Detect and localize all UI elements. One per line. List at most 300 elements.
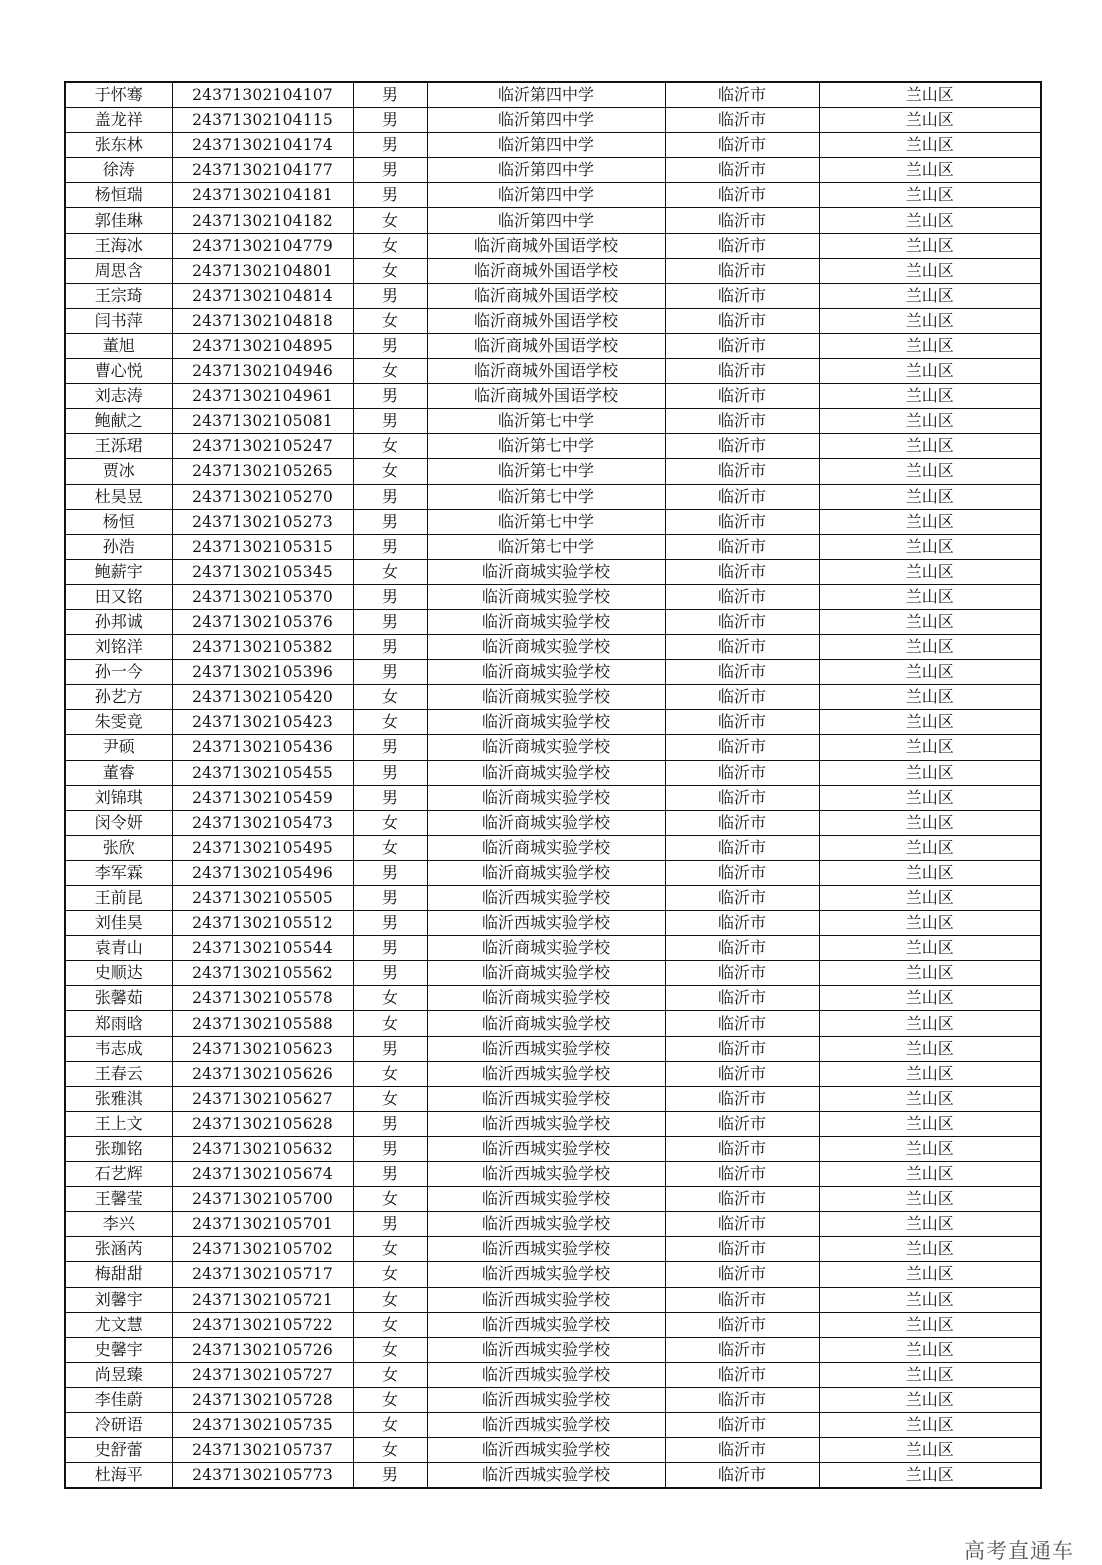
table-row xyxy=(65,283,1041,308)
exam-id-cell: 24371302105382 xyxy=(172,635,353,660)
gender-cell: 男 xyxy=(353,961,427,986)
city-cell: 临沂市 xyxy=(665,760,819,785)
exam-id-cell: 24371302105737 xyxy=(172,1438,353,1463)
exam-id-cell: 24371302105455 xyxy=(172,760,353,785)
exam-id-cell: 24371302105345 xyxy=(172,559,353,584)
gender-cell: 男 xyxy=(353,133,427,158)
exam-id-cell: 24371302104779 xyxy=(172,233,353,258)
city-cell: 临沂市 xyxy=(665,108,819,133)
school-cell: 临沂第七中学 xyxy=(427,434,665,459)
exam-id-cell: 24371302105459 xyxy=(172,785,353,810)
student-name-cell: 韦志成 xyxy=(65,1036,172,1061)
city-cell: 临沂市 xyxy=(665,860,819,885)
gender-cell: 男 xyxy=(353,936,427,961)
student-name-cell: 张雅淇 xyxy=(65,1086,172,1111)
gender-cell: 男 xyxy=(353,82,427,108)
student-name-cell: 史舒蕾 xyxy=(65,1438,172,1463)
exam-id-cell: 24371302105396 xyxy=(172,660,353,685)
city-cell: 临沂市 xyxy=(665,735,819,760)
student-name-cell: 张东林 xyxy=(65,133,172,158)
city-cell: 临沂市 xyxy=(665,635,819,660)
district-cell: 兰山区 xyxy=(819,911,1041,936)
district-cell: 兰山区 xyxy=(819,133,1041,158)
exam-id-cell: 24371302105717 xyxy=(172,1262,353,1287)
student-name-cell: 尚昱臻 xyxy=(65,1362,172,1387)
gender-cell: 男 xyxy=(353,333,427,358)
district-cell: 兰山区 xyxy=(819,183,1041,208)
student-name-cell: 石艺辉 xyxy=(65,1162,172,1187)
exam-id-cell: 24371302104818 xyxy=(172,308,353,333)
student-name-cell: 于怀骞 xyxy=(65,82,172,108)
district-cell: 兰山区 xyxy=(819,760,1041,785)
city-cell: 临沂市 xyxy=(665,133,819,158)
student-name-cell: 董旭 xyxy=(65,333,172,358)
city-cell: 临沂市 xyxy=(665,484,819,509)
exam-id-cell: 24371302104177 xyxy=(172,158,353,183)
gender-cell: 女 xyxy=(353,710,427,735)
student-name-cell: 郑雨晗 xyxy=(65,1011,172,1036)
school-cell: 临沂西城实验学校 xyxy=(427,911,665,936)
district-cell: 兰山区 xyxy=(819,1387,1041,1412)
table-row xyxy=(65,559,1041,584)
gender-cell: 女 xyxy=(353,459,427,484)
gender-cell: 男 xyxy=(353,484,427,509)
gender-cell: 女 xyxy=(353,986,427,1011)
table-row xyxy=(65,911,1041,936)
exam-id-cell: 24371302105627 xyxy=(172,1086,353,1111)
school-cell: 临沂西城实验学校 xyxy=(427,1387,665,1412)
district-cell: 兰山区 xyxy=(819,860,1041,885)
gender-cell: 男 xyxy=(353,283,427,308)
gender-cell: 男 xyxy=(353,584,427,609)
gender-cell: 男 xyxy=(353,886,427,911)
exam-id-cell: 24371302105721 xyxy=(172,1287,353,1312)
gender-cell: 男 xyxy=(353,1162,427,1187)
table-row xyxy=(65,1136,1041,1161)
school-cell: 临沂第七中学 xyxy=(427,459,665,484)
student-name-cell: 尤文慧 xyxy=(65,1312,172,1337)
exam-id-cell: 24371302105270 xyxy=(172,484,353,509)
gender-cell: 女 xyxy=(353,1362,427,1387)
table-row xyxy=(65,183,1041,208)
student-name-cell: 张涵芮 xyxy=(65,1237,172,1262)
gender-cell: 女 xyxy=(353,1237,427,1262)
table-row xyxy=(65,886,1041,911)
city-cell: 临沂市 xyxy=(665,409,819,434)
table-row xyxy=(65,1086,1041,1111)
school-cell: 临沂商城实验学校 xyxy=(427,660,665,685)
city-cell: 临沂市 xyxy=(665,810,819,835)
city-cell: 临沂市 xyxy=(665,208,819,233)
city-cell: 临沂市 xyxy=(665,1136,819,1161)
table-row xyxy=(65,860,1041,885)
table-row xyxy=(65,1011,1041,1036)
exam-id-cell: 24371302105727 xyxy=(172,1362,353,1387)
school-cell: 临沂西城实验学校 xyxy=(427,1136,665,1161)
exam-id-cell: 24371302105420 xyxy=(172,685,353,710)
school-cell: 临沂商城实验学校 xyxy=(427,961,665,986)
school-cell: 临沂商城外国语学校 xyxy=(427,359,665,384)
student-name-cell: 王春云 xyxy=(65,1061,172,1086)
student-name-cell: 董睿 xyxy=(65,760,172,785)
table-row xyxy=(65,484,1041,509)
school-cell: 临沂商城实验学校 xyxy=(427,735,665,760)
city-cell: 临沂市 xyxy=(665,258,819,283)
city-cell: 临沂市 xyxy=(665,1362,819,1387)
district-cell: 兰山区 xyxy=(819,283,1041,308)
gender-cell: 女 xyxy=(353,1387,427,1412)
exam-id-cell: 24371302105505 xyxy=(172,886,353,911)
district-cell: 兰山区 xyxy=(819,1187,1041,1212)
gender-cell: 女 xyxy=(353,835,427,860)
school-cell: 临沂商城实验学校 xyxy=(427,936,665,961)
student-name-cell: 刘佳昊 xyxy=(65,911,172,936)
student-name-cell: 王泺珺 xyxy=(65,434,172,459)
table-row xyxy=(65,534,1041,559)
table-row xyxy=(65,710,1041,735)
exam-id-cell: 24371302105273 xyxy=(172,509,353,534)
city-cell: 临沂市 xyxy=(665,233,819,258)
district-cell: 兰山区 xyxy=(819,735,1041,760)
district-cell: 兰山区 xyxy=(819,986,1041,1011)
exam-id-cell: 24371302104814 xyxy=(172,283,353,308)
school-cell: 临沂商城外国语学校 xyxy=(427,333,665,358)
table-row xyxy=(65,1337,1041,1362)
exam-id-cell: 24371302105773 xyxy=(172,1463,353,1489)
table-row xyxy=(65,1362,1041,1387)
city-cell: 临沂市 xyxy=(665,283,819,308)
city-cell: 临沂市 xyxy=(665,434,819,459)
student-name-cell: 鲍薪宇 xyxy=(65,559,172,584)
city-cell: 临沂市 xyxy=(665,333,819,358)
student-name-cell: 李佳蔚 xyxy=(65,1387,172,1412)
city-cell: 临沂市 xyxy=(665,609,819,634)
district-cell: 兰山区 xyxy=(819,785,1041,810)
gender-cell: 女 xyxy=(353,434,427,459)
city-cell: 临沂市 xyxy=(665,835,819,860)
school-cell: 临沂西城实验学校 xyxy=(427,1438,665,1463)
district-cell: 兰山区 xyxy=(819,484,1041,509)
school-cell: 临沂商城外国语学校 xyxy=(427,308,665,333)
student-name-cell: 梅甜甜 xyxy=(65,1262,172,1287)
city-cell: 临沂市 xyxy=(665,584,819,609)
district-cell: 兰山区 xyxy=(819,384,1041,409)
school-cell: 临沂商城实验学校 xyxy=(427,685,665,710)
school-cell: 临沂商城实验学校 xyxy=(427,860,665,885)
district-cell: 兰山区 xyxy=(819,459,1041,484)
school-cell: 临沂商城实验学校 xyxy=(427,559,665,584)
school-cell: 临沂西城实验学校 xyxy=(427,1036,665,1061)
exam-id-cell: 24371302104115 xyxy=(172,108,353,133)
city-cell: 临沂市 xyxy=(665,710,819,735)
student-name-cell: 孙一今 xyxy=(65,660,172,685)
student-name-cell: 史馨宇 xyxy=(65,1337,172,1362)
school-cell: 临沂西城实验学校 xyxy=(427,1187,665,1212)
school-cell: 临沂商城外国语学校 xyxy=(427,384,665,409)
exam-id-cell: 24371302105628 xyxy=(172,1111,353,1136)
city-cell: 临沂市 xyxy=(665,1412,819,1437)
school-cell: 临沂第四中学 xyxy=(427,183,665,208)
district-cell: 兰山区 xyxy=(819,660,1041,685)
gender-cell: 男 xyxy=(353,760,427,785)
school-cell: 临沂商城实验学校 xyxy=(427,710,665,735)
city-cell: 临沂市 xyxy=(665,785,819,810)
school-cell: 临沂商城实验学校 xyxy=(427,584,665,609)
gender-cell: 男 xyxy=(353,108,427,133)
table-row xyxy=(65,1463,1041,1489)
table-row xyxy=(65,82,1041,108)
exam-id-cell: 24371302105495 xyxy=(172,835,353,860)
district-cell: 兰山区 xyxy=(819,635,1041,660)
watermark-text: 高考直通车 xyxy=(964,1539,1074,1563)
district-cell: 兰山区 xyxy=(819,1262,1041,1287)
gender-cell: 男 xyxy=(353,785,427,810)
exam-id-cell: 24371302105473 xyxy=(172,810,353,835)
district-cell: 兰山区 xyxy=(819,1337,1041,1362)
gender-cell: 男 xyxy=(353,609,427,634)
school-cell: 临沂商城实验学校 xyxy=(427,609,665,634)
table-row xyxy=(65,785,1041,810)
city-cell: 临沂市 xyxy=(665,1061,819,1086)
exam-id-cell: 24371302105700 xyxy=(172,1187,353,1212)
exam-id-cell: 24371302105496 xyxy=(172,860,353,885)
student-name-cell: 徐涛 xyxy=(65,158,172,183)
exam-id-cell: 24371302105376 xyxy=(172,609,353,634)
student-name-cell: 郭佳琳 xyxy=(65,208,172,233)
city-cell: 临沂市 xyxy=(665,660,819,685)
gender-cell: 男 xyxy=(353,735,427,760)
student-name-cell: 孙邦诚 xyxy=(65,609,172,634)
gender-cell: 男 xyxy=(353,158,427,183)
student-name-cell: 尹硕 xyxy=(65,735,172,760)
gender-cell: 女 xyxy=(353,1438,427,1463)
district-cell: 兰山区 xyxy=(819,559,1041,584)
school-cell: 临沂西城实验学校 xyxy=(427,1212,665,1237)
gender-cell: 女 xyxy=(353,233,427,258)
exam-id-cell: 24371302105315 xyxy=(172,534,353,559)
exam-id-cell: 24371302105436 xyxy=(172,735,353,760)
student-name-cell: 袁青山 xyxy=(65,936,172,961)
exam-id-cell: 24371302105722 xyxy=(172,1312,353,1337)
table-row xyxy=(65,459,1041,484)
school-cell: 临沂西城实验学校 xyxy=(427,1111,665,1136)
gender-cell: 女 xyxy=(353,1312,427,1337)
exam-id-cell: 24371302104895 xyxy=(172,333,353,358)
city-cell: 临沂市 xyxy=(665,1237,819,1262)
district-cell: 兰山区 xyxy=(819,1312,1041,1337)
student-name-cell: 王馨莹 xyxy=(65,1187,172,1212)
student-name-cell: 孙浩 xyxy=(65,534,172,559)
student-name-cell: 鲍献之 xyxy=(65,409,172,434)
table-row xyxy=(65,1237,1041,1262)
table-row xyxy=(65,961,1041,986)
exam-id-cell: 24371302104946 xyxy=(172,359,353,384)
gender-cell: 男 xyxy=(353,384,427,409)
student-name-cell: 张珈铭 xyxy=(65,1136,172,1161)
table-row xyxy=(65,760,1041,785)
district-cell: 兰山区 xyxy=(819,835,1041,860)
district-cell: 兰山区 xyxy=(819,333,1041,358)
district-cell: 兰山区 xyxy=(819,961,1041,986)
table-row xyxy=(65,1187,1041,1212)
exam-id-cell: 24371302105623 xyxy=(172,1036,353,1061)
gender-cell: 女 xyxy=(353,1262,427,1287)
school-cell: 临沂西城实验学校 xyxy=(427,1287,665,1312)
table-row xyxy=(65,1262,1041,1287)
exam-id-cell: 24371302105735 xyxy=(172,1412,353,1437)
table-row xyxy=(65,1312,1041,1337)
table-row xyxy=(65,810,1041,835)
school-cell: 临沂商城外国语学校 xyxy=(427,258,665,283)
district-cell: 兰山区 xyxy=(819,233,1041,258)
student-name-cell: 盖龙祥 xyxy=(65,108,172,133)
student-name-cell: 周思含 xyxy=(65,258,172,283)
table-row xyxy=(65,1287,1041,1312)
school-cell: 临沂商城外国语学校 xyxy=(427,283,665,308)
student-name-cell: 杨恒瑞 xyxy=(65,183,172,208)
exam-id-cell: 24371302104174 xyxy=(172,133,353,158)
gender-cell: 女 xyxy=(353,359,427,384)
table-row xyxy=(65,584,1041,609)
school-cell: 临沂西城实验学校 xyxy=(427,1412,665,1437)
exam-id-cell: 24371302105626 xyxy=(172,1061,353,1086)
table-row xyxy=(65,1036,1041,1061)
exam-id-cell: 24371302105370 xyxy=(172,584,353,609)
district-cell: 兰山区 xyxy=(819,936,1041,961)
exam-id-cell: 24371302105247 xyxy=(172,434,353,459)
student-roster-table xyxy=(64,81,1042,1489)
table-row xyxy=(65,233,1041,258)
city-cell: 临沂市 xyxy=(665,911,819,936)
city-cell: 临沂市 xyxy=(665,1438,819,1463)
district-cell: 兰山区 xyxy=(819,1162,1041,1187)
student-name-cell: 刘馨宇 xyxy=(65,1287,172,1312)
school-cell: 临沂西城实验学校 xyxy=(427,1237,665,1262)
table-row xyxy=(65,258,1041,283)
school-cell: 临沂西城实验学校 xyxy=(427,1262,665,1287)
gender-cell: 女 xyxy=(353,208,427,233)
table-row xyxy=(65,1162,1041,1187)
district-cell: 兰山区 xyxy=(819,1412,1041,1437)
table-row xyxy=(65,133,1041,158)
student-name-cell: 李兴 xyxy=(65,1212,172,1237)
school-cell: 临沂商城实验学校 xyxy=(427,785,665,810)
district-cell: 兰山区 xyxy=(819,1287,1041,1312)
student-name-cell: 杜昊昱 xyxy=(65,484,172,509)
gender-cell: 男 xyxy=(353,1136,427,1161)
school-cell: 临沂西城实验学校 xyxy=(427,1337,665,1362)
student-name-cell: 杜海平 xyxy=(65,1463,172,1489)
student-name-cell: 冷研语 xyxy=(65,1412,172,1437)
city-cell: 临沂市 xyxy=(665,961,819,986)
exam-id-cell: 24371302104181 xyxy=(172,183,353,208)
school-cell: 临沂西城实验学校 xyxy=(427,1086,665,1111)
exam-id-cell: 24371302105588 xyxy=(172,1011,353,1036)
city-cell: 临沂市 xyxy=(665,384,819,409)
table-row xyxy=(65,434,1041,459)
city-cell: 临沂市 xyxy=(665,1287,819,1312)
table-row xyxy=(65,509,1041,534)
student-name-cell: 王宗琦 xyxy=(65,283,172,308)
district-cell: 兰山区 xyxy=(819,359,1041,384)
exam-id-cell: 24371302104182 xyxy=(172,208,353,233)
district-cell: 兰山区 xyxy=(819,1086,1041,1111)
table-row xyxy=(65,333,1041,358)
school-cell: 临沂商城外国语学校 xyxy=(427,233,665,258)
school-cell: 临沂商城实验学校 xyxy=(427,810,665,835)
school-cell: 临沂第四中学 xyxy=(427,208,665,233)
table-row xyxy=(65,660,1041,685)
city-cell: 临沂市 xyxy=(665,1212,819,1237)
table-row xyxy=(65,158,1041,183)
school-cell: 临沂商城实验学校 xyxy=(427,635,665,660)
exam-id-cell: 24371302105544 xyxy=(172,936,353,961)
district-cell: 兰山区 xyxy=(819,1011,1041,1036)
school-cell: 临沂西城实验学校 xyxy=(427,1362,665,1387)
school-cell: 临沂第四中学 xyxy=(427,133,665,158)
school-cell: 临沂商城实验学校 xyxy=(427,986,665,1011)
school-cell: 临沂西城实验学校 xyxy=(427,1061,665,1086)
student-name-cell: 曹心悦 xyxy=(65,359,172,384)
student-name-cell: 李军霖 xyxy=(65,860,172,885)
student-name-cell: 孙艺方 xyxy=(65,685,172,710)
exam-id-cell: 24371302105632 xyxy=(172,1136,353,1161)
city-cell: 临沂市 xyxy=(665,1262,819,1287)
city-cell: 临沂市 xyxy=(665,82,819,108)
school-cell: 临沂商城实验学校 xyxy=(427,835,665,860)
city-cell: 临沂市 xyxy=(665,534,819,559)
school-cell: 临沂第四中学 xyxy=(427,82,665,108)
city-cell: 临沂市 xyxy=(665,1312,819,1337)
school-cell: 临沂第四中学 xyxy=(427,158,665,183)
table-row xyxy=(65,1412,1041,1437)
exam-id-cell: 24371302105578 xyxy=(172,986,353,1011)
exam-id-cell: 24371302105081 xyxy=(172,409,353,434)
student-name-cell: 张馨茹 xyxy=(65,986,172,1011)
district-cell: 兰山区 xyxy=(819,1061,1041,1086)
exam-id-cell: 24371302105265 xyxy=(172,459,353,484)
student-name-cell: 刘铭洋 xyxy=(65,635,172,660)
table-row xyxy=(65,384,1041,409)
district-cell: 兰山区 xyxy=(819,308,1041,333)
exam-id-cell: 24371302105423 xyxy=(172,710,353,735)
gender-cell: 女 xyxy=(353,1412,427,1437)
table-row xyxy=(65,835,1041,860)
exam-id-cell: 24371302104801 xyxy=(172,258,353,283)
school-cell: 临沂第七中学 xyxy=(427,509,665,534)
city-cell: 临沂市 xyxy=(665,1387,819,1412)
school-cell: 临沂商城实验学校 xyxy=(427,760,665,785)
district-cell: 兰山区 xyxy=(819,1362,1041,1387)
district-cell: 兰山区 xyxy=(819,1463,1041,1489)
district-cell: 兰山区 xyxy=(819,810,1041,835)
exam-id-cell: 24371302105562 xyxy=(172,961,353,986)
exam-id-cell: 24371302105726 xyxy=(172,1337,353,1362)
city-cell: 临沂市 xyxy=(665,685,819,710)
student-name-cell: 刘锦琪 xyxy=(65,785,172,810)
exam-id-cell: 24371302105702 xyxy=(172,1237,353,1262)
district-cell: 兰山区 xyxy=(819,886,1041,911)
table-row xyxy=(65,609,1041,634)
student-name-cell: 张欣 xyxy=(65,835,172,860)
city-cell: 临沂市 xyxy=(665,1162,819,1187)
student-name-cell: 闫书萍 xyxy=(65,308,172,333)
school-cell: 临沂第七中学 xyxy=(427,534,665,559)
table-row xyxy=(65,1111,1041,1136)
table-row xyxy=(65,735,1041,760)
district-cell: 兰山区 xyxy=(819,208,1041,233)
exam-id-cell: 24371302104961 xyxy=(172,384,353,409)
